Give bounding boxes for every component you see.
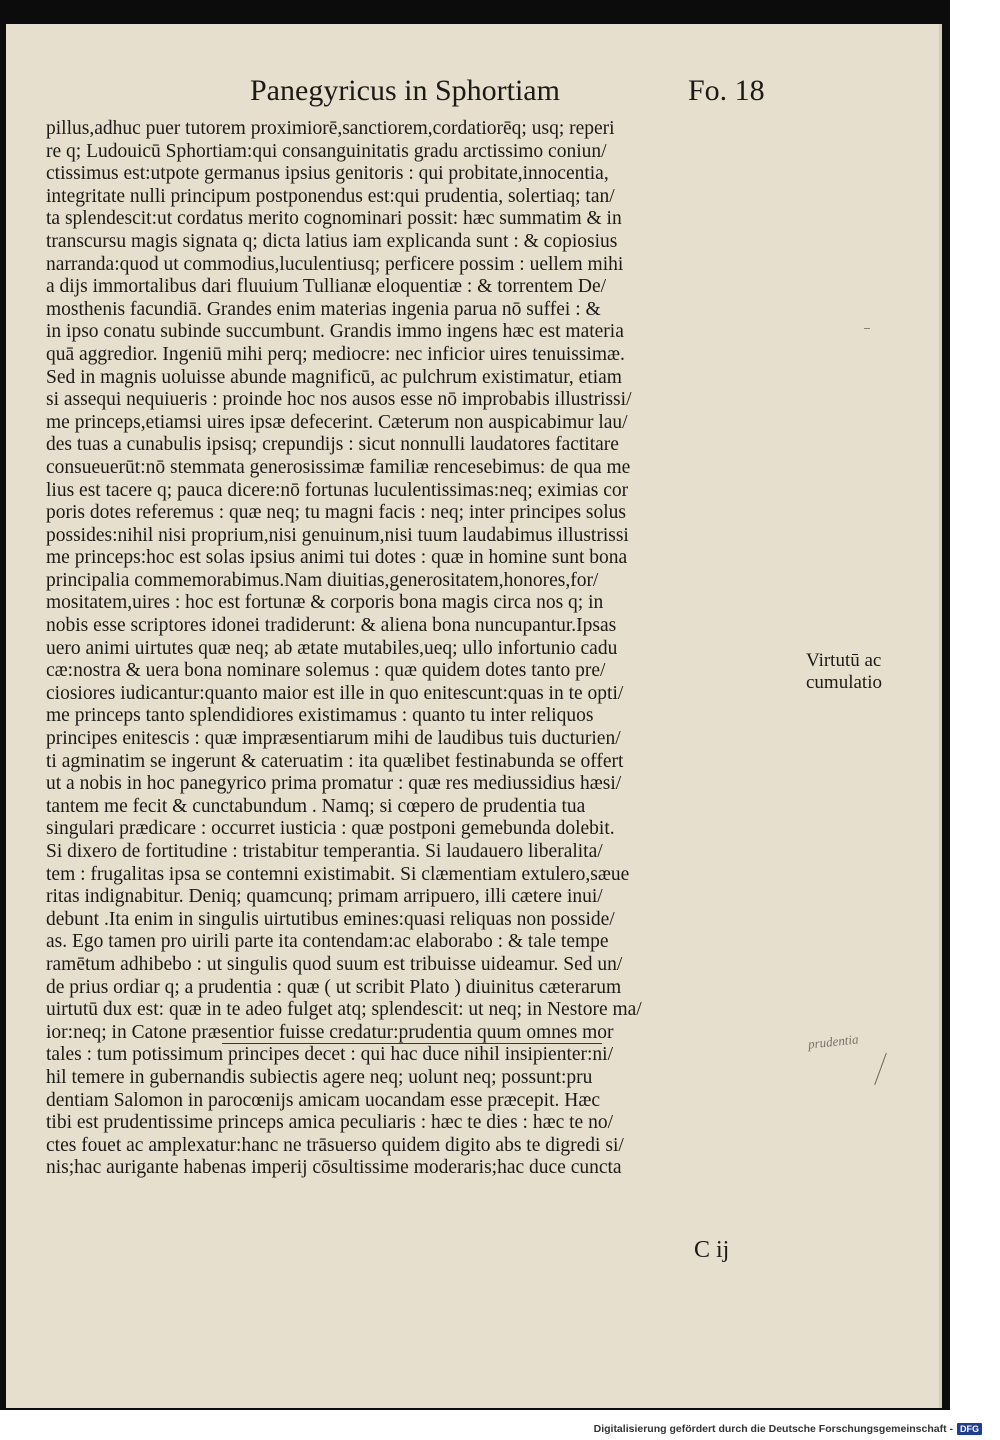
text-line: in ipso conatu subinde succumbunt. Grandis immo ingens hæc est materia <box>46 321 624 343</box>
text-line: si assequi nequiueris : proinde hoc nos ausos esse nō improbabis illustrissi/ <box>46 389 632 411</box>
text-line: transcursu magis signata q; dicta latius iam explicanda sunt : & copiosius <box>46 230 618 252</box>
text-line: singulari prædicare : occurret iusticia : quæ postponi gemebunda dolebit. <box>46 818 615 840</box>
text-line: as. Ego tamen pro uirili parte ita contendam:ac elaborabo : & tale tempe <box>46 931 609 953</box>
text-line: me princeps tanto splendidiores existimamus : quanto tu inter reliquos <box>46 705 594 727</box>
handwritten-underline <box>222 1043 602 1044</box>
text-line: principes enitescis : quæ impræsentiarum mihi de laudibus tuis ducturien/ <box>46 728 621 750</box>
text-line: re q; Ludouicū Sphortiam:qui consanguinitatis gradu arctissimo coniun/ <box>46 140 607 162</box>
body-text <box>46 118 798 1180</box>
handwritten-margin-note: prudentia <box>807 1031 860 1052</box>
text-line: consueuerūt:nō stemmata generosissimæ familiæ rencesebimus: de qua me <box>46 456 631 478</box>
text-line: ciosiores iudicantur:quanto maior est ille in quo enitescunt:quas in te opti/ <box>46 682 624 704</box>
text-line: principalia commemorabimus.Nam diuitias,generositatem,honores,for/ <box>46 569 599 591</box>
text-line: tem : frugalitas ipsa se contemni existimabit. Si clæmentiam extulero,sæue <box>46 863 630 885</box>
text-line: nobis esse scriptores idonei tradiderunt: & aliena bona nuncupantur.Ipsas <box>46 615 617 637</box>
marginal-note-line: Virtutū ac <box>806 650 882 671</box>
text-line: ctissimus est:utpote germanus ipsius genitoris : qui probitate,innocentia, <box>46 163 609 185</box>
text-line: tales : tum potissimum principes decet : qui hac duce nihil insipienter:ni/ <box>46 1044 614 1066</box>
marginal-note-line: cumulatio <box>806 672 882 693</box>
text-line: ramētum adhibebo : ut singulis quod suum est tribuisse uideamur. Sed un/ <box>46 953 623 975</box>
text-line: de prius ordiar q; a prudentia : quæ ( ut scribit Plato ) diuinitus cæterarum <box>46 976 622 998</box>
text-line: integritate nulli principum postponendus est:qui prudentia, solertiaq; tan/ <box>46 185 615 207</box>
text-line: ctes fouet ac amplexatur:hanc ne trāsuerso quidem digito abs te digredi si/ <box>46 1134 624 1156</box>
text-line: ritas indignabitur. Deniq; quamcunq; primam arripuero, illi cætere inui/ <box>46 886 603 908</box>
text-line: cæ:nostra & uera bona nominare solemus : quæ quidem dotes tanto pre/ <box>46 660 606 682</box>
text-line: tantem me fecit & cunctabundum . Namq; si cœpero de prudentia tua <box>46 795 586 817</box>
text-line: quā aggredior. Ingeniū mihi perq; mediocre: nec inficior uires tenuissimæ. <box>46 343 625 365</box>
text-line: possides:nihil nisi proprium,nisi genuinum,nisi tuum laudabimus illustrissi <box>46 524 629 546</box>
text-line: pillus,adhuc puer tutorem proximiorē,sanctiorem,cordatiorēq; usq; reperi <box>46 118 615 139</box>
folio-number: Fo. 18 <box>688 74 765 107</box>
text-line: a dijs immortalibus dari fluuium Tullianæ eloquentiæ : & torrentem De/ <box>46 276 607 298</box>
text-line: ta splendescit:ut cordatus merito cognominari possit: hæc summatim & in <box>46 208 622 230</box>
text-line: ior:neq; in Catone præsentior fuisse credatur:prudentia quum omnes mor <box>46 1021 614 1043</box>
text-line: ut a nobis in hoc panegyrico prima promatur : quæ res mediussidius hæsi/ <box>46 773 622 795</box>
text-line: mosthenis facundiā. Grandes enim materias ingenia parua nō suffei : & <box>46 298 601 320</box>
dfg-logo-icon: DFG <box>957 1423 982 1435</box>
text-line: me princeps,etiamsi uires ipsæ defecerint. Cæterum non auspicabimur lau/ <box>46 411 628 433</box>
text-line: poris dotes referemus : quæ neq; tu magni facis : neq; inter principes solus <box>46 502 627 524</box>
footer-credit-text: Digitalisierung gefördert durch die Deutsche Forschungsgemeinschaft - <box>593 1423 953 1435</box>
text-line: debunt .Ita enim in singulis uirtutibus emines:quasi reliquas non posside/ <box>46 908 615 930</box>
text-line: dentiam Salomon in parocœnijs amicam uocandam esse præcepit. Hæc <box>46 1089 600 1111</box>
text-line: tibi est prudentissime princeps amica peculiaris : hæc te dies : hæc te no/ <box>46 1112 613 1134</box>
text-line: uirtutū dux est: quæ in te adeo fulget atq; splendescit: ut neq; in Nestore ma/ <box>46 999 642 1021</box>
text-line: mositatem,uires : hoc est fortunæ & corporis bona magis circa nos q; in <box>46 592 604 614</box>
text-line: des tuas a cunabulis ipsisq; crepundijs : sicut nonnulli laudatores factitare <box>46 434 619 456</box>
text-line: ti agminatim se ingerunt & cateruatim : ita quælibet festinabunda se offert <box>46 750 624 772</box>
text-line: Si dixero de fortitudine : tristabitur temperantia. Si laudauero liberalita/ <box>46 841 603 862</box>
footer-credit <box>594 1423 982 1435</box>
marginal-note <box>806 650 936 694</box>
text-line: lius est tacere q; pauca dicere:nō fortunas luculentissimas:neq; eximias cor <box>46 479 629 501</box>
margin-dash-mark <box>864 328 870 329</box>
text-line: uero animi uirtutes quæ neq; ab ætate mutabiles,ueq; ullo infortunio cadu <box>46 637 618 659</box>
text-line: nis;hac aurigante habenas imperij cōsultissime moderaris;hac duce cuncta <box>46 1157 622 1179</box>
text-line: Sed in magnis uoluisse abunde magnificū, ac pulchrum existimatur, etiam <box>46 366 622 388</box>
text-line: me princeps:hoc est solas ipsius animi tui dotes : quæ in homine sunt bona <box>46 547 628 569</box>
signature-mark: C ij <box>694 1237 730 1263</box>
text-line: narranda:quod ut commodius,luculentiusq; perficere possim : uellem mihi <box>46 253 624 275</box>
running-title: Panegyricus in Sphortiam <box>250 74 560 107</box>
text-line: hil temere in gubernandis subiectis agere neq; uolunt neq; possunt:pru <box>46 1066 593 1088</box>
